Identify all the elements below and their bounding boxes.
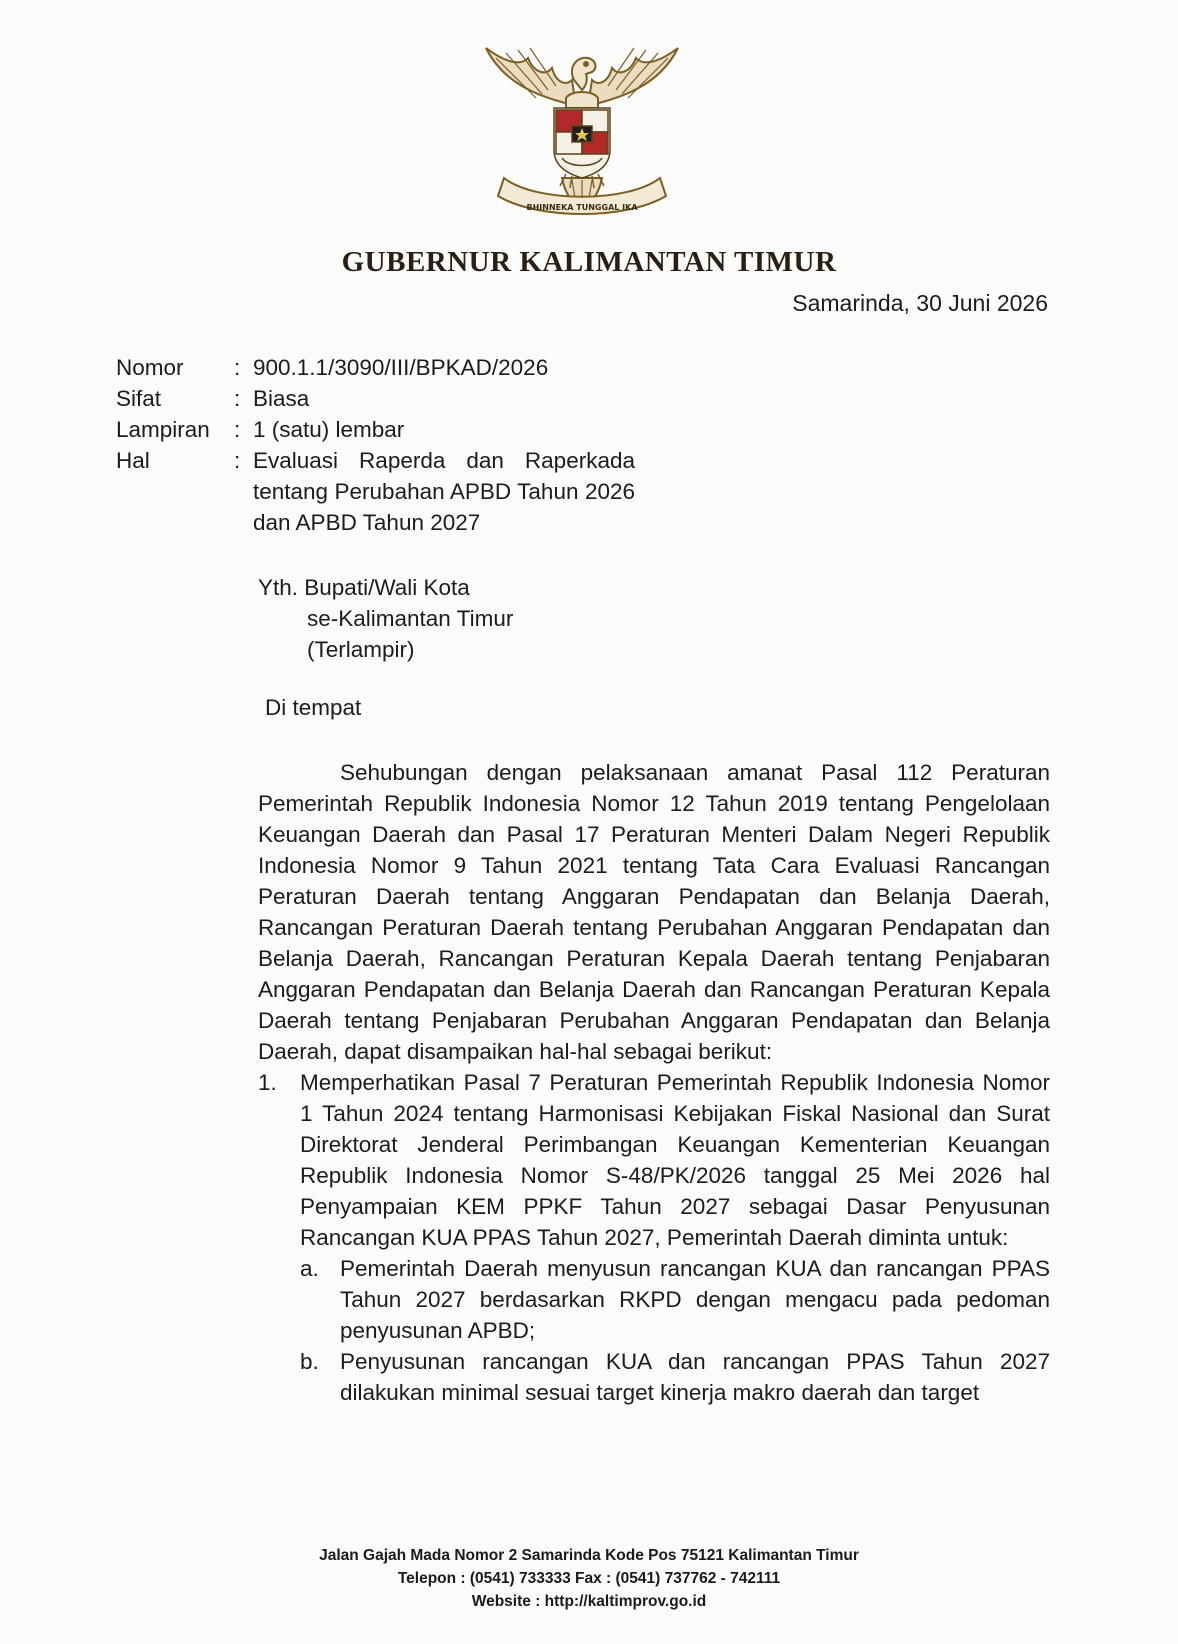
meta-sifat-row [116, 383, 643, 414]
meta-hal-label: Hal [116, 448, 150, 473]
meta-colon: : [234, 448, 241, 473]
sub-list-letter: b. [300, 1349, 319, 1374]
meta-lampiran-label: Lampiran [116, 417, 210, 442]
letterhead-footer [0, 1544, 1178, 1613]
letter-metadata [116, 352, 643, 538]
sub-list-letter: a. [300, 1256, 319, 1281]
meta-sifat-value: Biasa [253, 386, 310, 411]
meta-nomor-label: Nomor [116, 355, 184, 380]
footer-phone: Telepon : (0541) 733333 Fax : (0541) 737762 - 742111 [397, 1570, 781, 1587]
meta-sifat-label: Sifat [116, 386, 162, 411]
meta-nomor-row [116, 352, 643, 383]
meta-colon: : [234, 417, 241, 442]
sub-list [300, 1253, 1050, 1408]
garuda-emblem-icon [476, 28, 688, 234]
sub-list-item [300, 1346, 1050, 1408]
meta-colon: : [234, 386, 241, 411]
addressee-line-3: (Terlampir) [307, 637, 415, 662]
footer-website: Website : http://kaltimprov.go.id [471, 1593, 707, 1610]
letter-body [258, 757, 1050, 1408]
addressee-line-2: se-Kalimantan Timur [307, 606, 514, 631]
sub-list-text: Pemerintah Daerah menyusun rancangan KUA dan rancangan PPAS Tahun 2027 berdasarkan RKPD dengan mengacu pada pedoman penyusunan APBD; [340, 1256, 1050, 1343]
meta-nomor-value: 900.1.1/3090/III/BPKAD/2026 [253, 355, 549, 380]
place-line: Di tempat [265, 695, 362, 720]
meta-hal-value: Evaluasi Raperda dan Raperkada tentang Perubahan APBD Tahun 2026 dan APBD Tahun 2027 [253, 448, 635, 535]
sub-list-text: Penyusunan rancangan KUA dan rancangan PPAS Tahun 2027 dilakukan minimal sesuai target kinerja makro daerah dan target [340, 1349, 1050, 1405]
emblem-motto: BHINNEKA TUNGGAL IKA [526, 203, 638, 212]
intro-paragraph: Sehubungan dengan pelaksanaan amanat Pasal 112 Peraturan Pemerintah Republik Indonesia Nomor 12 Tahun 2019 tentang Pengelolaan Keuangan Daerah dan Pasal 17 Peraturan Menteri Dalam Negeri Republik Indonesia Nomor 9 Tahun 2021 tentang Tata Cara Evaluasi Rancangan Peraturan Daerah tentang Anggaran Pendapatan dan Belanja Daerah, Rancangan Peraturan Daerah tentang Perubahan Anggaran Pendapatan dan Belanja Daerah, Rancangan Peraturan Kepala Daerah tentang Penjabaran Anggaran Pendapatan dan Belanja Daerah dan Rancangan Peraturan Kepala Daerah tentang Penjabaran Perubahan Anggaran Pendapatan dan Belanja Daerah, dapat disampaikan hal-hal sebagai berikut: [258, 760, 1050, 1064]
footer-address: Jalan Gajah Mada Nomor 2 Samarinda Kode Pos 75121 Kalimantan Timur [319, 1547, 859, 1564]
letter-title: GUBERNUR KALIMANTAN TIMUR [341, 246, 837, 278]
addressee-line-1: Yth. Bupati/Wali Kota [258, 575, 470, 600]
sub-list-item [300, 1253, 1050, 1346]
list-item [258, 1067, 1050, 1253]
place-date: Samarinda, 30 Juni 2026 [792, 290, 1048, 316]
meta-lampiran-row [116, 414, 643, 445]
list-item-number: 1. [258, 1070, 277, 1095]
addressee-block [258, 572, 513, 665]
list-item-text: Memperhatikan Pasal 7 Peraturan Pemerintah Republik Indonesia Nomor 1 Tahun 2024 tentang Harmonisasi Kebijakan Fiskal Nasional dan Surat Direktorat Jenderal Perimbangan Keuangan Kementerian Keuangan Republik Indonesia Nomor S-48/PK/2026 tanggal 25 Mei 2026 hal Penyampaian KEM PPKF Tahun 2027 sebagai Dasar Penyusunan Rancangan KUA PPAS Tahun 2027, Pemerintah Daerah diminta untuk: [300, 1070, 1050, 1250]
meta-colon: : [234, 355, 241, 380]
meta-hal-row [116, 445, 643, 538]
meta-lampiran-value: 1 (satu) lembar [253, 417, 405, 442]
